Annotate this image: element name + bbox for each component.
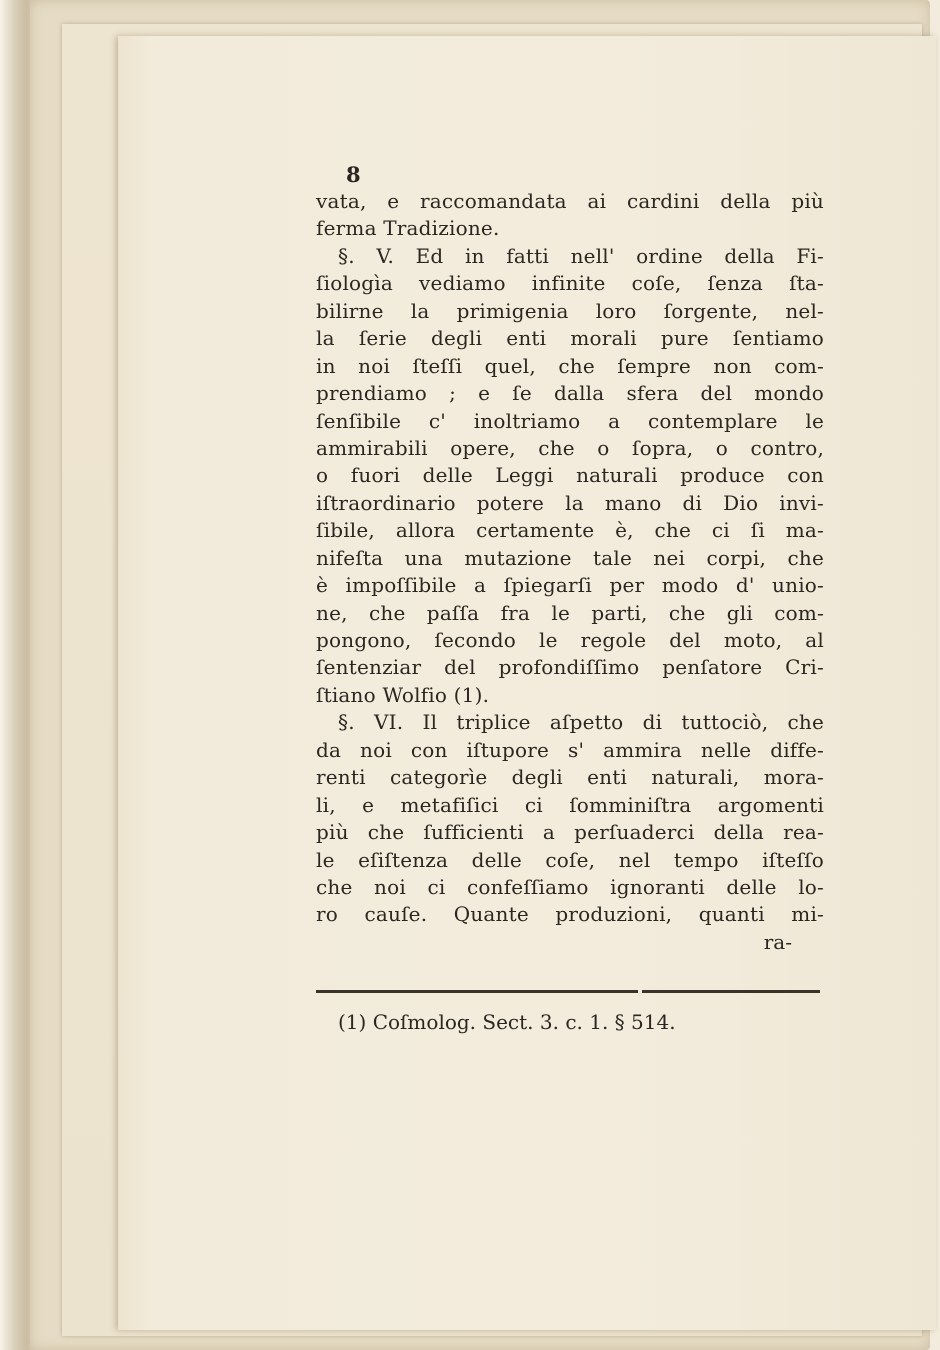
text-line: che noi ci confeſſiamo ignoranti delle lo- — [316, 874, 824, 899]
text-line: ferma Tradizione. — [316, 216, 500, 241]
text-line: ammirabili opere, che o ſopra, o contro, — [316, 435, 824, 460]
text-line: iſtraordinario potere la mano di Dio invi- — [316, 490, 824, 515]
text-line: li, e metafiſici ci ſomminiſtra argomenti — [316, 792, 824, 817]
text-line: le eſiſtenza delle coſe, nel tempo iſteſſo — [316, 847, 824, 872]
text-line: bilirne la primigenia loro ſorgente, nel- — [316, 298, 824, 323]
text-line: §. VI. Il triplice aſpetto di tuttociò, che — [338, 710, 824, 735]
text-line: §. V. Ed in fatti nell' ordine della Fi- — [338, 243, 824, 268]
text-line: ſentenziar del profondiſſimo penſatore Cri- — [316, 655, 824, 680]
text-line: nifeſta una mutazione tale nei corpi, che — [316, 545, 824, 570]
text-line: renti categorìe degli enti naturali, mora- — [316, 765, 824, 790]
text-line: pongono, ſecondo le regole del moto, al — [316, 628, 824, 652]
footnote-separator — [316, 990, 820, 993]
footnote: (1) Coſmolog. Sect. 3. c. 1. § 514. — [338, 1010, 676, 1034]
text-line: è impoſſibile a ſpiegarſi per modo d' unio- — [316, 573, 824, 598]
text-line: ſibile, allora certamente è, che ci ſi ma- — [316, 518, 824, 543]
text-line: in noi ſteſſi quel, che ſempre non com- — [316, 353, 824, 378]
text-line: ne, che paſſa fra le parti, che gli com- — [316, 600, 824, 625]
text-line: ro cauſe. Quante produzioni, quanti mi- — [316, 902, 824, 927]
text-line: ſenſibile c' inoltriamo a contemplare le — [316, 408, 824, 433]
text-line: da noi con iſtupore s' ammira nelle diffe- — [316, 737, 824, 762]
text-line: o fuori delle Leggi naturali produce con — [316, 463, 824, 488]
page-number: 8 — [346, 162, 361, 187]
page-text-block — [316, 162, 824, 955]
text-line: la ſerie degli enti morali pure ſentiamo — [316, 326, 824, 351]
footnote-separator-gap — [638, 988, 642, 995]
text-line: ſiologìa vediamo infinite coſe, ſenza ſta- — [316, 271, 824, 296]
text-line: ſtiano Wolfio (1). — [316, 682, 490, 707]
catchword: ra- — [763, 929, 792, 954]
text-line: prendiamo ; e ſe dalla sfera del mondo — [316, 381, 824, 406]
text-line: più che ſufficienti a perſuaderci della rea- — [316, 820, 824, 845]
text-line: vata, e raccomandata ai cardini della più — [316, 189, 824, 213]
